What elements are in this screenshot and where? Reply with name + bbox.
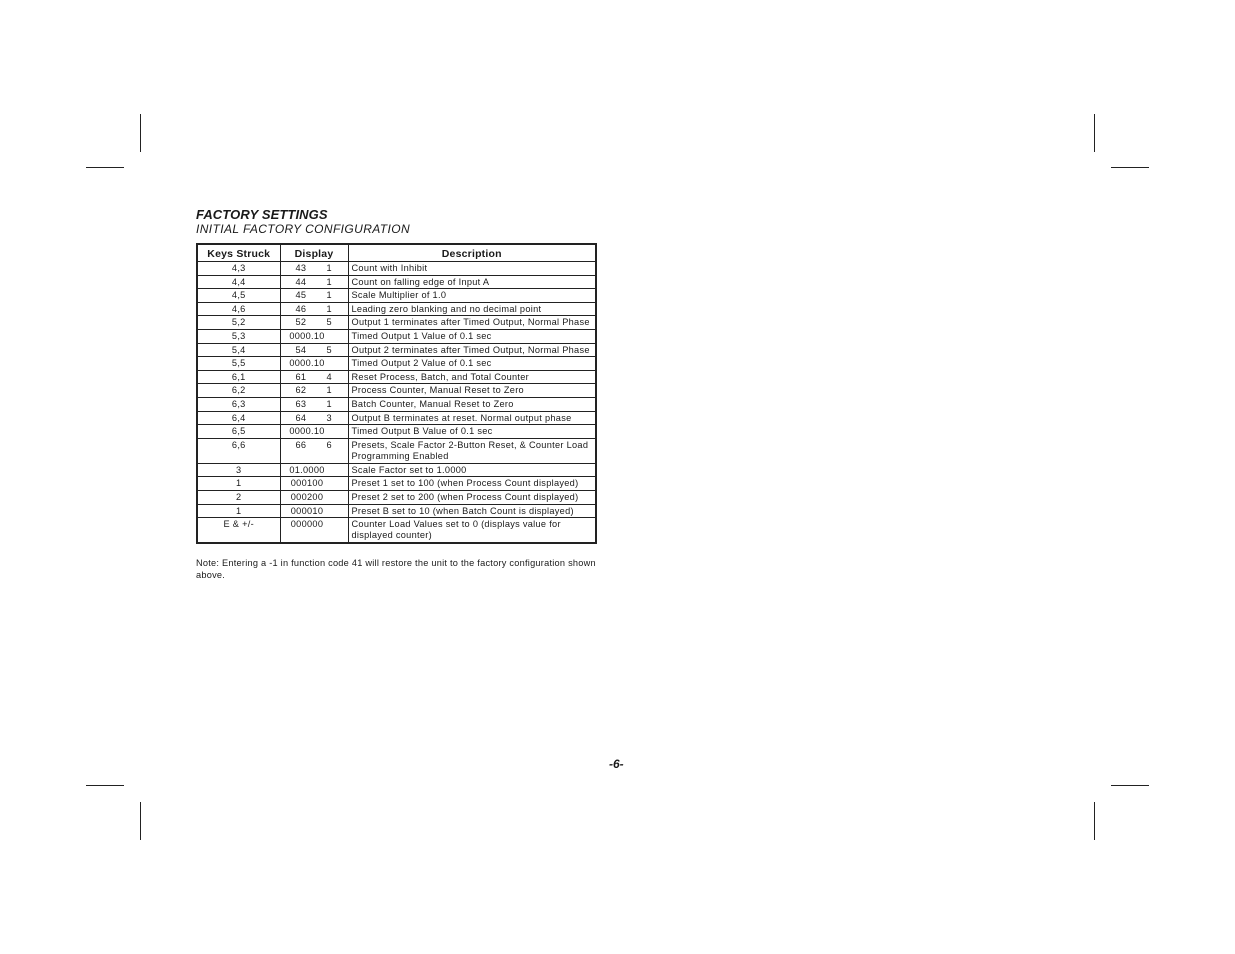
display-cell <box>280 463 348 477</box>
table-row <box>197 384 596 398</box>
display-setting-value: 1 <box>326 303 332 314</box>
table-row <box>197 343 596 357</box>
display-setting-value: 1 <box>326 263 332 273</box>
display-setting-value: 1 <box>326 398 332 409</box>
table-body <box>197 262 596 544</box>
keys-struck-cell: 1 <box>197 504 280 518</box>
display-function-code: 63 <box>295 398 307 409</box>
display-setting-value: 6 <box>326 439 332 450</box>
table-row <box>197 504 596 518</box>
table-row <box>197 316 596 330</box>
description-cell: Process Counter, Manual Reset to Zero <box>348 384 596 398</box>
section-subtitle: INITIAL FACTORY CONFIGURATION <box>196 222 411 236</box>
table-row <box>197 329 596 343</box>
display-cell <box>280 275 348 289</box>
crop-mark <box>140 802 141 840</box>
display-cell <box>280 477 348 491</box>
display-function-code: 61 <box>295 371 307 382</box>
description-cell: Counter Load Values set to 0 (displays value for displayed counter) <box>348 518 596 544</box>
description-cell: Output 2 terminates after Timed Output, Normal Phase <box>348 343 596 357</box>
table-row <box>197 357 596 371</box>
display-cell <box>280 438 348 463</box>
description-cell: Timed Output 2 Value of 0.1 sec <box>348 357 596 371</box>
table-row <box>197 425 596 439</box>
display-value: 0000.10 <box>289 330 325 341</box>
display-setting-value: 5 <box>326 344 332 355</box>
crop-mark <box>86 167 124 168</box>
table-row <box>197 302 596 316</box>
display-cell <box>280 302 348 316</box>
table-row <box>197 518 596 544</box>
display-setting-value: 3 <box>326 412 332 423</box>
column-header-description: Description <box>348 244 596 262</box>
display-setting-value: 1 <box>326 276 332 287</box>
display-setting-value: 1 <box>326 290 332 301</box>
description-cell: Preset 1 set to 100 (when Process Count displayed) <box>348 477 596 491</box>
table-row <box>197 477 596 491</box>
crop-mark <box>1111 167 1149 168</box>
display-function-code: 62 <box>295 385 307 396</box>
keys-struck-cell: 5,4 <box>197 343 280 357</box>
section-title: FACTORY SETTINGS <box>196 207 328 222</box>
description-cell: Timed Output B Value of 0.1 sec <box>348 425 596 439</box>
display-cell <box>280 357 348 371</box>
keys-struck-cell: 6,3 <box>197 397 280 411</box>
display-cell <box>280 425 348 439</box>
keys-struck-cell: 4,6 <box>197 302 280 316</box>
table-row <box>197 262 596 276</box>
description-cell: Output B terminates at reset. Normal output phase <box>348 411 596 425</box>
table-row <box>197 411 596 425</box>
page-number: -6- <box>609 757 624 771</box>
keys-struck-cell: 5,2 <box>197 316 280 330</box>
display-setting-value: 1 <box>326 385 332 396</box>
display-value: 000010 <box>290 505 324 516</box>
column-header-display: Display <box>280 244 348 262</box>
display-cell <box>280 397 348 411</box>
display-cell <box>280 329 348 343</box>
crop-mark <box>1094 802 1095 840</box>
crop-mark <box>1111 785 1149 786</box>
display-cell <box>280 343 348 357</box>
display-setting-value: 4 <box>326 371 332 382</box>
display-value: 000100 <box>290 478 324 489</box>
description-cell: Output 1 terminates after Timed Output, Normal Phase <box>348 316 596 330</box>
display-cell <box>280 262 348 276</box>
keys-struck-cell: E & +/- <box>197 518 280 544</box>
table-row <box>197 397 596 411</box>
display-function-code: 44 <box>295 276 307 287</box>
description-cell: Preset B set to 10 (when Batch Count is displayed) <box>348 504 596 518</box>
display-function-code: 43 <box>295 263 307 273</box>
crop-mark <box>140 114 141 152</box>
description-cell: Count on falling edge of Input A <box>348 275 596 289</box>
description-cell: Count with Inhibit <box>348 262 596 276</box>
display-cell <box>280 289 348 303</box>
display-cell <box>280 504 348 518</box>
description-cell: Scale Factor set to 1.0000 <box>348 463 596 477</box>
keys-struck-cell: 2 <box>197 490 280 504</box>
table-row <box>197 289 596 303</box>
keys-struck-cell: 6,6 <box>197 438 280 463</box>
display-cell <box>280 518 348 544</box>
keys-struck-cell: 3 <box>197 463 280 477</box>
display-cell <box>280 490 348 504</box>
crop-mark <box>86 785 124 786</box>
description-cell: Batch Counter, Manual Reset to Zero <box>348 397 596 411</box>
table-row <box>197 275 596 289</box>
display-cell <box>280 370 348 384</box>
display-function-code: 54 <box>295 344 307 355</box>
description-cell: Leading zero blanking and no decimal point <box>348 302 596 316</box>
display-function-code: 66 <box>295 439 307 450</box>
keys-struck-cell: 6,1 <box>197 370 280 384</box>
display-function-code: 52 <box>295 317 307 328</box>
display-value: 01.0000 <box>289 464 325 475</box>
keys-struck-cell: 4,4 <box>197 275 280 289</box>
display-cell <box>280 384 348 398</box>
crop-mark <box>1094 114 1095 152</box>
description-cell: Scale Multiplier of 1.0 <box>348 289 596 303</box>
description-cell: Timed Output 1 Value of 0.1 sec <box>348 329 596 343</box>
factory-settings-table <box>196 243 597 544</box>
display-value: 000200 <box>290 491 324 502</box>
description-cell: Presets, Scale Factor 2-Button Reset, & Counter Load Programming Enabled <box>348 438 596 463</box>
keys-struck-cell: 5,3 <box>197 329 280 343</box>
keys-struck-cell: 6,5 <box>197 425 280 439</box>
table-row <box>197 490 596 504</box>
display-function-code: 45 <box>295 290 307 301</box>
keys-struck-cell: 6,4 <box>197 411 280 425</box>
display-function-code: 64 <box>295 412 307 423</box>
keys-struck-cell: 4,3 <box>197 262 280 276</box>
description-cell: Preset 2 set to 200 (when Process Count displayed) <box>348 490 596 504</box>
keys-struck-cell: 4,5 <box>197 289 280 303</box>
column-header-keys: Keys Struck <box>197 244 280 262</box>
display-cell <box>280 316 348 330</box>
display-function-code: 46 <box>295 303 307 314</box>
display-value: 0000.10 <box>289 426 325 437</box>
footnote: Note: Entering a -1 in function code 41 will restore the unit to the factory configuration shown above. <box>196 558 596 580</box>
description-cell: Reset Process, Batch, and Total Counter <box>348 370 596 384</box>
display-cell <box>280 411 348 425</box>
keys-struck-cell: 5,5 <box>197 357 280 371</box>
display-value: 0000.10 <box>289 358 325 369</box>
table-row <box>197 463 596 477</box>
display-setting-value: 5 <box>326 317 332 328</box>
table-row <box>197 438 596 463</box>
table-row <box>197 370 596 384</box>
keys-struck-cell: 6,2 <box>197 384 280 398</box>
keys-struck-cell: 1 <box>197 477 280 491</box>
display-value: 000000 <box>290 519 324 530</box>
table-header-row <box>197 244 596 262</box>
